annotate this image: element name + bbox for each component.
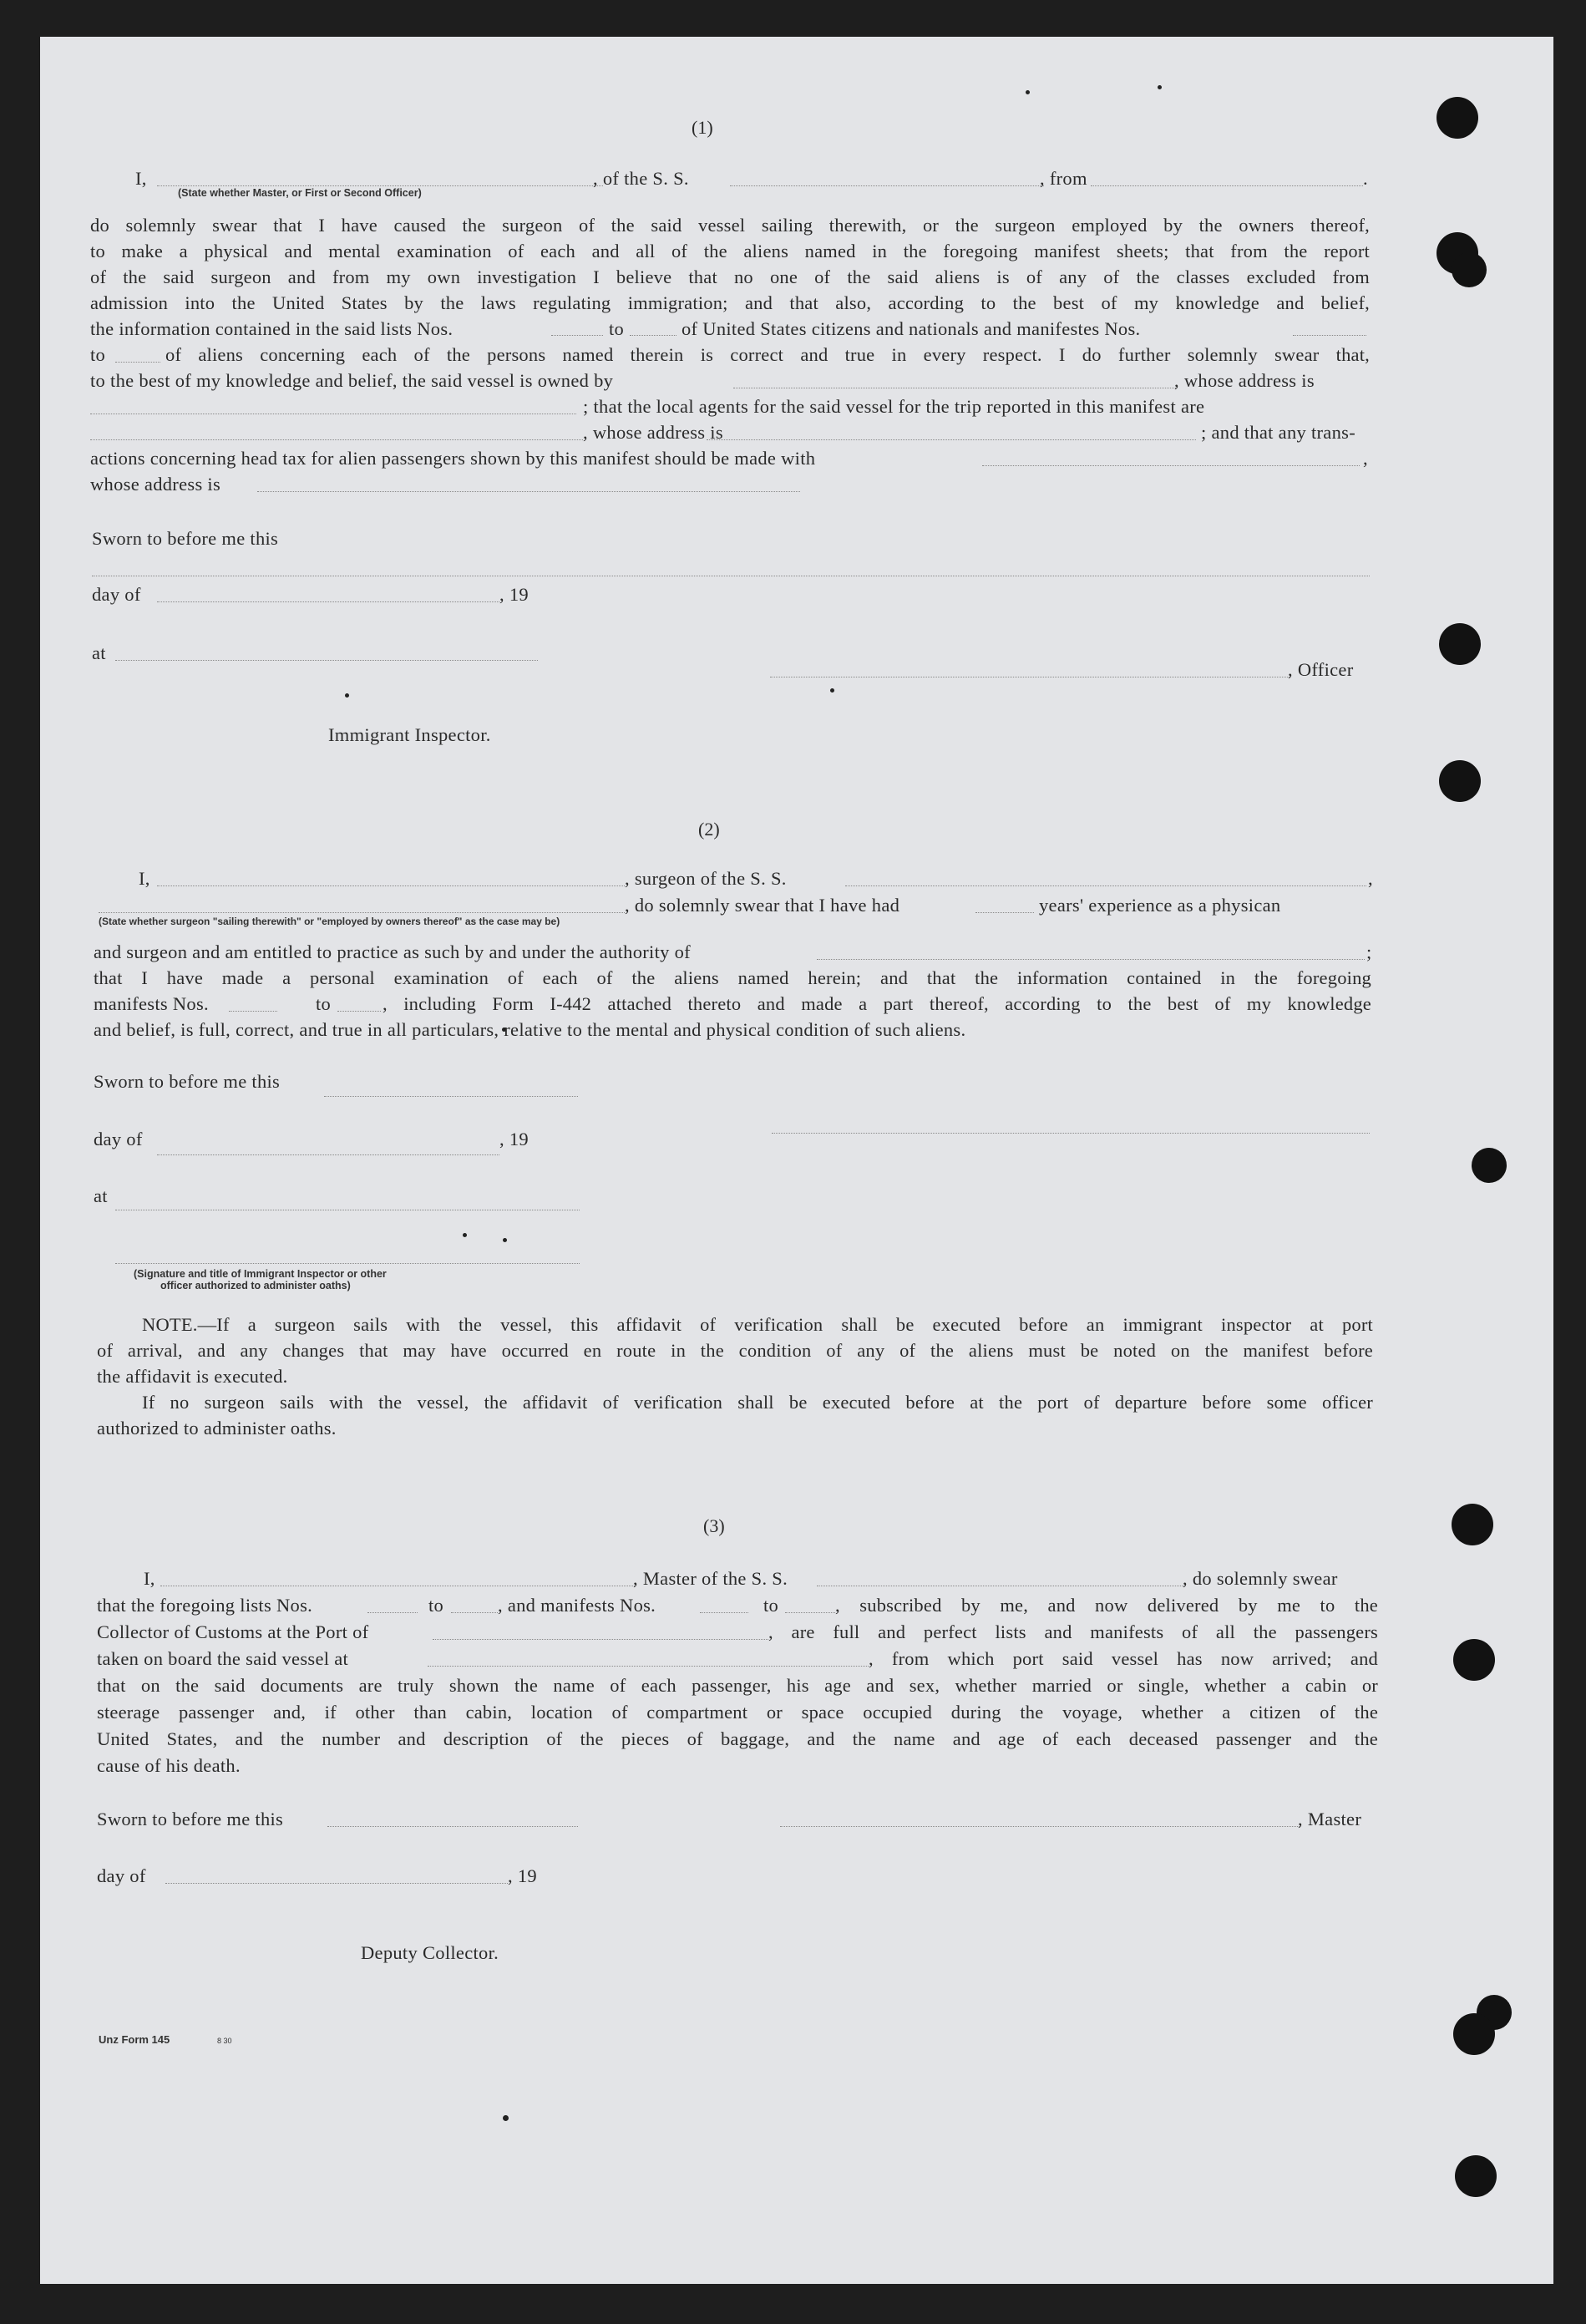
rank-blank[interactable] [157, 185, 603, 186]
declarant-I: I, [139, 868, 150, 889]
whose-address-text-2: , whose address is [583, 422, 723, 443]
punch-hole [1453, 1639, 1495, 1681]
declarant-I: I, [135, 168, 147, 189]
semicolon: ; [1366, 941, 1372, 962]
lists-from-blank[interactable] [367, 1612, 418, 1613]
speck [503, 1238, 507, 1242]
sworn-text: Sworn to before me this [92, 528, 279, 549]
at-blank[interactable] [115, 660, 538, 661]
full-text: , are full and perfect lists and manifests of all the passengers [768, 1621, 1378, 1642]
vessel-name-blank[interactable] [730, 185, 1044, 186]
lists-to-blank[interactable] [630, 335, 676, 336]
entitled-text: and surgeon and am entitled to practice as such by and under the authority of [94, 941, 691, 962]
declarant-I: I, [144, 1568, 155, 1589]
taken-text: taken on board the said vessel at [97, 1648, 349, 1669]
punch-hole [1439, 760, 1481, 802]
form-number: Unz Form 145 [99, 2033, 170, 2046]
manifests-from-blank[interactable] [700, 1612, 748, 1613]
year-text: , 19 [508, 1865, 537, 1886]
surgeon-of-ss-text: , surgeon of the S. S. [625, 868, 787, 889]
manifests-from-blank[interactable] [229, 1011, 277, 1012]
manifests-to-blank[interactable] [337, 1011, 381, 1012]
whose-address-text: , whose address is [1174, 370, 1315, 391]
at-text: at [92, 642, 106, 663]
belief-text: and belief, is full, correct, and true in all particulars, relative to the mental and physical condition of such aliens. [94, 1019, 966, 1040]
owned-text: to the best of my knowledge and belief, the said vessel is owned by [90, 370, 614, 391]
to-text: to [763, 1595, 779, 1616]
whose-address-text-3: whose address is [90, 474, 221, 495]
oath-line: United States, and the number and description of the pieces of baggage, and the name and age of each deceased passenger and the [97, 1728, 1378, 1749]
section-2-number: (2) [698, 819, 720, 840]
punch-hole [1452, 1504, 1493, 1545]
agents-blank[interactable] [90, 439, 583, 440]
form-code: 8 30 [217, 2037, 232, 2045]
manifests-to-blank[interactable] [115, 362, 160, 363]
punch-hole [1472, 1148, 1507, 1183]
sworn-text: Sworn to before me this [97, 1809, 284, 1829]
oath-line: admission into the United States by the laws regulating immigration; and that also, according to the best of my knowledge and belief, [90, 292, 1370, 313]
punch-hole [1452, 252, 1487, 287]
citizens-text: of United States citizens and nationals and manifestes Nos. [682, 318, 1141, 339]
aliens-text: of aliens concerning each of the persons named therein is correct and true in every respect. I do further solemnly swear that, [165, 344, 1370, 365]
speck [463, 1233, 467, 1237]
surgeon-name-blank[interactable] [157, 885, 625, 886]
to-text: to [428, 1595, 444, 1616]
punch-hole [1455, 2155, 1497, 2197]
day-of-blank[interactable] [157, 1154, 499, 1155]
document-page [40, 37, 1553, 2284]
day-of-blank[interactable] [165, 1883, 508, 1884]
master-signature-blank[interactable] [780, 1826, 1300, 1827]
note-text: of arrival, and any changes that may have occurred en route in the condition of any of the aliens must be noted on the manifest before [97, 1340, 1373, 1361]
sworn-blank[interactable] [327, 1826, 578, 1827]
signature-note: (Signature and title of Immigrant Inspector or other [134, 1268, 387, 1280]
speck [830, 688, 834, 693]
arrived-text: , from which port said vessel has now arrived; and [869, 1648, 1378, 1669]
oath-line: steerage passenger and, if other than cabin, location of compartment or space occupied during the voyage, whether a citizen of the [97, 1702, 1378, 1723]
subscribed-text: , subscribed by me, and now delivered by me to the [835, 1595, 1378, 1616]
lists-nos-text: the information contained in the said lists Nos. [90, 318, 454, 339]
to-text: to [90, 344, 106, 365]
head-tax-address-blank[interactable] [257, 491, 800, 492]
section-3-number: (3) [703, 1515, 725, 1536]
of-ss-text: , of the S. S. [593, 168, 689, 189]
line-end: . [1363, 168, 1368, 189]
manifests-from-blank[interactable] [1293, 335, 1366, 336]
surgeon-signature-blank[interactable] [772, 1133, 1370, 1134]
master-of-ss-text: , Master of the S. S. [633, 1568, 788, 1589]
note-text: authorized to administer oaths. [97, 1418, 337, 1439]
authority-blank[interactable] [817, 959, 1365, 960]
manifests-text: , and manifests Nos. [498, 1595, 656, 1616]
actions-text: actions concerning head tax for alien passengers shown by this manifest should be made with [90, 448, 816, 469]
signature-note: officer authorized to administer oaths) [160, 1280, 351, 1291]
speck [1026, 90, 1030, 94]
year-text: , 19 [499, 584, 529, 605]
to-text: to [316, 993, 332, 1014]
lists-text: that the foregoing lists Nos. [97, 1595, 313, 1616]
line-end: , [1368, 868, 1373, 889]
oath-line: that on the said documents are truly shown the name of each passenger, his age and sex, whether married or single, whether a cabin or [97, 1675, 1378, 1696]
punch-hole [1437, 97, 1478, 139]
punch-hole [1453, 2013, 1495, 2055]
line-comma: , [1363, 448, 1368, 469]
oath-line: do solemnly swear that I have caused the surgeon of the said vessel sailing therewith, or the surgeon employed by the owners thereof, [90, 215, 1370, 236]
from-text: , from [1040, 168, 1087, 189]
swear-text: , do solemnly swear [1183, 1568, 1338, 1589]
years-text: years' experience as a physican [1039, 895, 1281, 916]
year-text: , 19 [499, 1129, 529, 1149]
agents-address-blank[interactable] [707, 439, 1196, 440]
manifests-to-blank[interactable] [785, 1612, 835, 1613]
oath-line: cause of his death. [97, 1755, 241, 1776]
sworn-text: Sworn to before me this [94, 1071, 281, 1092]
collector-text: Collector of Customs at the Port of [97, 1621, 369, 1642]
form-text: , including Form I-442 attached thereto and made a part thereof, according to the best of my knowledge [383, 993, 1371, 1014]
oath-line: of the said surgeon and from my own investigation I believe that no one of the said aliens is of any of the classes excluded from [90, 266, 1370, 287]
day-of-text: day of [92, 584, 141, 605]
from-port-blank[interactable] [1091, 185, 1363, 186]
rank-note: (State whether Master, or First or Second Officer) [178, 187, 422, 199]
sworn-blank[interactable] [324, 1096, 578, 1097]
lists-from-blank[interactable] [551, 335, 603, 336]
inspector-text: Immigrant Inspector. [328, 724, 491, 745]
officer-text: , Officer [1288, 659, 1354, 680]
examination-text: that I have made a personal examination of each of the aliens named herein; and that the information contained in the foregoing [94, 967, 1371, 988]
day-of-text: day of [94, 1129, 143, 1149]
surgeon-type-blank[interactable] [99, 912, 625, 913]
day-of-blank[interactable] [157, 601, 499, 602]
surgeon-vessel-blank[interactable] [845, 885, 1366, 886]
trans-text: ; and that any trans- [1201, 422, 1355, 443]
inspector-signature-blank[interactable] [115, 1263, 580, 1264]
departure-port-blank[interactable] [428, 1666, 869, 1667]
surgeon-note: (State whether surgeon "sailing therewith" or "employed by owners thereof" as the case may be) [99, 916, 560, 927]
note-text: the affidavit is executed. [97, 1366, 288, 1387]
day-of-text: day of [97, 1865, 146, 1886]
note-text: If no surgeon sails with the vessel, the affidavit of verification shall be executed before at the port of departure before some officer [142, 1392, 1373, 1413]
lists-to-blank[interactable] [451, 1612, 498, 1613]
speck [345, 693, 349, 698]
section-1-number: (1) [692, 117, 713, 138]
swear-text: , do solemnly swear that I have had [625, 895, 900, 916]
manifests-nos-text: manifests Nos. [94, 993, 209, 1014]
punch-hole [1439, 623, 1481, 665]
note-text: NOTE.—If a surgeon sails with the vessel, this affidavit of verification shall be executed before an immigrant inspector at port [142, 1314, 1373, 1335]
collector-text: Deputy Collector. [361, 1942, 499, 1963]
head-tax-blank[interactable] [982, 465, 1360, 466]
agents-text: ; that the local agents for the said vessel for the trip reported in this manifest are [583, 396, 1205, 417]
oath-line: to make a physical and mental examination of each and all of the aliens named in the foregoing manifest sheets; that from the report [90, 241, 1370, 261]
speck [503, 2115, 509, 2121]
to-text: to [609, 318, 625, 339]
years-blank[interactable] [975, 912, 1034, 913]
speck [1158, 85, 1162, 89]
port-blank[interactable] [433, 1639, 768, 1640]
master-text: , Master [1298, 1809, 1362, 1829]
at-text: at [94, 1185, 108, 1206]
